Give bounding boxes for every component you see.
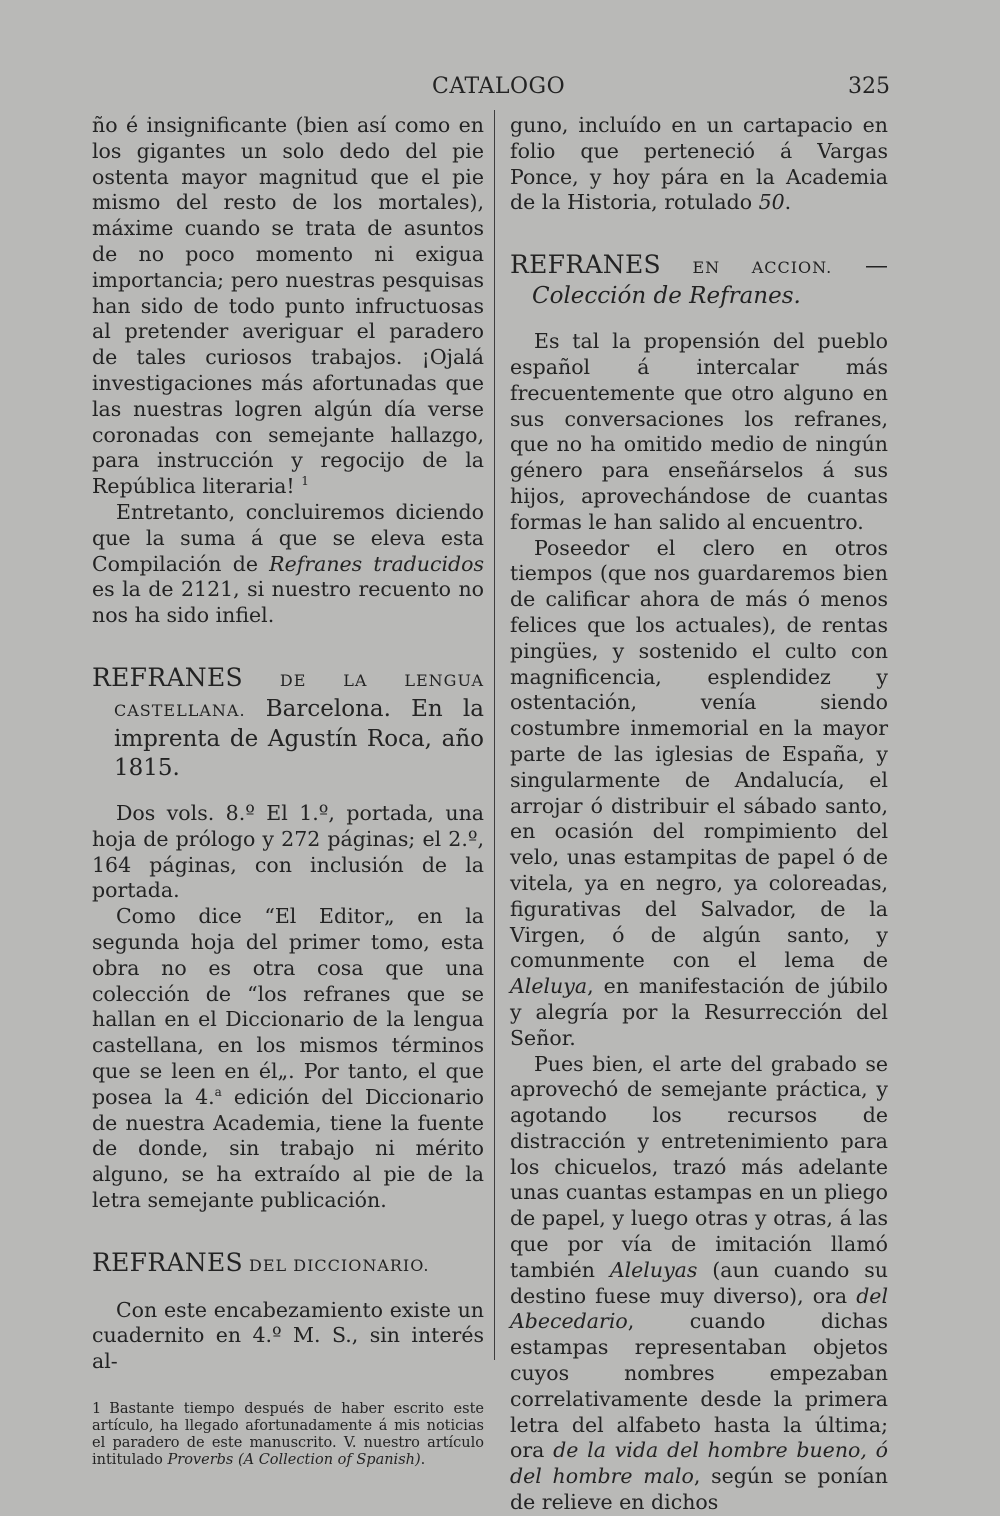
paragraph-text: (aun cuando su destino fuese muy diverso), ora bbox=[510, 1257, 888, 1308]
paragraph bbox=[92, 500, 484, 629]
paragraph-text: . bbox=[784, 190, 792, 215]
entry-dash: — bbox=[832, 253, 889, 280]
entry-subtitle: DE LA LENGUA CASTELLANA. bbox=[114, 670, 484, 720]
entry-subtitle: EN ACCION. bbox=[660, 258, 833, 278]
footnote-text-end: . bbox=[420, 1452, 426, 1469]
paragraph-text: , en manifestación de júbilo y alegría por la Resurrección del Señor. bbox=[510, 974, 888, 1050]
paragraph bbox=[510, 1052, 888, 1516]
paragraph-text: guno, incluído en un cartapacio en folio que perteneció á Vargas Ponce, y hoy pára en la Academia de la Historia, rotulado bbox=[510, 113, 888, 215]
paragraph bbox=[92, 801, 484, 904]
paragraph-text: Dos vols. 8.º El 1.º, portada, una hoja de prólogo y 272 páginas; el 2.º, 164 páginas, con inclusión de la portada. bbox=[92, 800, 484, 903]
paragraph bbox=[92, 904, 484, 1214]
paragraph bbox=[510, 536, 888, 1052]
footnote-number: 1 bbox=[92, 1401, 102, 1418]
entry-italic-title: Colección de Refranes. bbox=[532, 283, 801, 310]
paragraph-text: ño é insignificante (bien así como en los gigantes un solo dedo del pie ostenta mayor magnitud que el pie mismo del resto de los mortales), máxime cuando se trata de asuntos de no poco momento ni exigua importancia; pero nuestras pesquisas han sido de todo punto infructuosas al pretender averiguar el paradero de tales curiosos trabajos. ¡Ojalá investigaciones más afortunadas que las nuestras logren algún día verse coronadas con semejante hallazgo, para instrucción y regocijo de la República literaria! bbox=[92, 113, 484, 499]
column-divider bbox=[494, 110, 495, 1360]
paragraph bbox=[510, 329, 888, 535]
entry-heading bbox=[92, 1248, 484, 1280]
entry-imprint: Barcelona. En la imprenta de Agustín Roca, año 1815. bbox=[114, 695, 484, 781]
running-header bbox=[0, 74, 1000, 104]
left-column bbox=[92, 113, 484, 1469]
entry-heading bbox=[510, 250, 888, 311]
paragraph-text: edición del Diccionario de nuestra Academia, tiene la fuente de donde, sin trabajo ni mérito alguno, se ha extraído al pie de la letra semejante publicación. bbox=[92, 1084, 484, 1212]
italic-phrase: de la vida del hombre bueno, ó del hombre malo bbox=[510, 1438, 888, 1489]
entry-subtitle: DEL DICCIONARIO. bbox=[242, 1255, 430, 1275]
footnote-text: Bastante tiempo después de haber escrito este artículo, ha llegado afortunadamente á mis noticias el paradero de este manuscrito. V. nuestro artículo intitulado bbox=[92, 1401, 484, 1469]
paragraph-continuation bbox=[92, 113, 484, 500]
paragraph bbox=[92, 1298, 484, 1375]
ordinal-superscript: a bbox=[214, 1084, 222, 1099]
entry-heading bbox=[92, 663, 484, 783]
page-number: 325 bbox=[848, 74, 890, 99]
footnote bbox=[92, 1401, 484, 1469]
entry-keyword: REFRANES bbox=[92, 1247, 243, 1277]
footnote-italic: Proverbs (A Collection of Spanish) bbox=[167, 1452, 421, 1469]
right-column bbox=[510, 113, 888, 1516]
paragraph-text: Poseedor el clero en otros tiempos (que nos guardaremos bien de calificar ahora de más ó menos felices que los actuales), de rentas pingües, y sostenido el culto con magnificencia, esplendidez y ostentación, venía siendo costumbre inmemorial en la mayor parte de las iglesias de España, y singularmente de Andalucía, el arrojar ó distribuir el sábado santo, en ocasión del rompimiento del velo, unas estampitas de papel ó de vitela, ya en negro, ya coloreadas, figurativas del Salvador, de la Virgen, ó de algún santo, y comunmente con el lema de bbox=[510, 535, 888, 973]
running-title: CATALOGO bbox=[432, 74, 566, 99]
italic-title: Refranes traducidos bbox=[269, 551, 485, 576]
italic-word: Aleluya bbox=[510, 974, 588, 999]
paragraph-text: , según se ponían de relieve en dichos bbox=[510, 1464, 888, 1515]
entry-keyword: REFRANES bbox=[510, 250, 661, 280]
paragraph-text: , cuando dichas estampas representaban objetos cuyos nombres empezaban correlativamente desde la primera letra del alfabeto hasta la última; ora bbox=[510, 1309, 888, 1463]
paragraph-text: Es tal la propensión del pueblo español á intercalar más frecuentemente que otro alguno en sus conversaciones los refranes, que no ha omitido medio de ningún género para enseñárselos á sus hijos, aprovechándose de cuantas formas le han salido al encuentro. bbox=[510, 329, 888, 534]
paragraph-continuation bbox=[510, 113, 888, 216]
paragraph-text: Pues bien, el arte del grabado se aprovechó de semejante práctica, y agotando los recursos de distracción y entretenimiento para los chicuelos, trazó más adelante unas cuantas estampas en un pliego de papel, y luego otras y otras, á las que por vía de imitación llamó también bbox=[510, 1051, 888, 1282]
paragraph-text: Como dice “El Editor„ en la segunda hoja del primer tomo, esta obra no es otra cosa que una colección de “los refranes que se hallan en el Diccionario de la lengua castellana, en los mismos términos que se leen en él„. Por tanto, el que posea la 4. bbox=[92, 904, 484, 1109]
paragraph-text: Entretanto, concluiremos diciendo que la suma á que se eleva esta Compilación de bbox=[92, 499, 484, 576]
paragraph-text: Con este encabezamiento existe un cuadernito en 4.º M. S., sin interés al- bbox=[92, 1297, 484, 1374]
entry-keyword: REFRANES bbox=[92, 662, 243, 692]
paragraph-text: es la de 2121, si nuestro recuento no nos ha sido infiel. bbox=[92, 577, 484, 628]
italic-word: Aleluyas bbox=[609, 1257, 698, 1282]
italic-phrase: del Abecedario bbox=[510, 1283, 888, 1334]
footnote-reference: 1 bbox=[301, 474, 309, 489]
italic-number: 50 bbox=[758, 190, 785, 215]
